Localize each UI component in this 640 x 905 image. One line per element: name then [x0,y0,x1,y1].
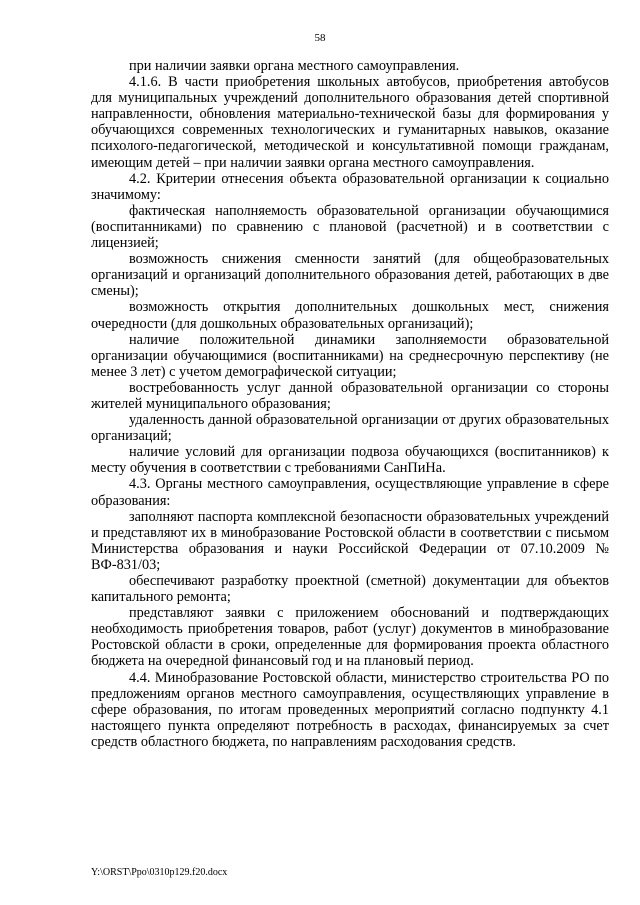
paragraph: 4.1.6. В части приобретения школьных автобусов, приобретения автобусов для муниципальных учреждений дополнительного образования детей спортивной направленности, обновления материально-технической базы для формирования у обучающихся современных технологических и гуманитарных навыков, оказание психолого-педагогической, методической и консультативной помощи гражданам, имеющим детей – при наличии заявки органа местного самоуправления. [91,74,609,171]
paragraph: при наличии заявки органа местного самоуправления. [129,58,460,74]
paragraph: возможность снижения сменности занятий (для общеобразовательных организаций и организаций дополнительного образования детей, работающих в две смены); [91,251,609,300]
paragraph: востребованность услуг данной образовательной организации со стороны жителей муниципального образования; [91,379,609,412]
paragraph: возможность открытия дополнительных дошкольных мест, снижения очередности (для дошкольных образовательных организаций); [91,299,609,332]
paragraph: 4.2. Критерии отнесения объекта образовательной организации к социально значимому: [91,170,609,203]
paragraph: обеспечивают разработку проектной (сметной) документации для объектов капитального ремонта; [91,573,609,606]
paragraph: заполняют паспорта комплексной безопасности образовательных учреждений и представляют их в минобразование Ростовской области в соответствии с письмом Министерства образования и науки Российской Федерации от 07.10.2009 № ВФ-831/03; [91,508,609,573]
paragraph: удаленность данной образовательной организации от других образовательных организаций; [91,412,609,445]
document-body [91,58,609,750]
paragraph: представляют заявки с приложением обоснований и подтверждающих необходимость приобретения товаров, работ (услуг) документов в минобразование Ростовской области в сроки, определенные для формирования проекта областного бюджета на очередной финансовый год и на плановый период. [91,605,609,670]
paragraph: 4.3. Органы местного самоуправления, осуществляющие управление в сфере образования: [91,476,609,509]
file-path-footer: Y:\ORST\Ppo\0310p129.f20.docx [91,867,228,878]
paragraph: наличие условий для организации подвоза обучающихся (воспитанников) к месту обучения в соответствии с требованиями СанПиНа. [91,444,609,477]
paragraph: фактическая наполняемость образовательной организации обучающимися (воспитанниками) по сравнению с плановой (расчетной) и в соответствии с лицензией; [91,202,609,252]
paragraph: 4.4. Минобразование Ростовской области, министерство строительства РО по предложениям органов местного самоуправления, осуществляющих управление в сфере образования, по итогам проведенных мероприятий согласно подпункту 4.1 настоящего пункта определяют потребность в расходах, финансируемых за счет средств областного бюджета, по направлениям расходования средств. [91,669,609,750]
paragraph: наличие положительной динамики заполняемости образовательной организации обучающимися (воспитанниками) на среднесрочную перспективу (не менее 3 лет) с учетом демографической ситуации; [91,331,609,380]
page-number: 58 [314,32,326,44]
